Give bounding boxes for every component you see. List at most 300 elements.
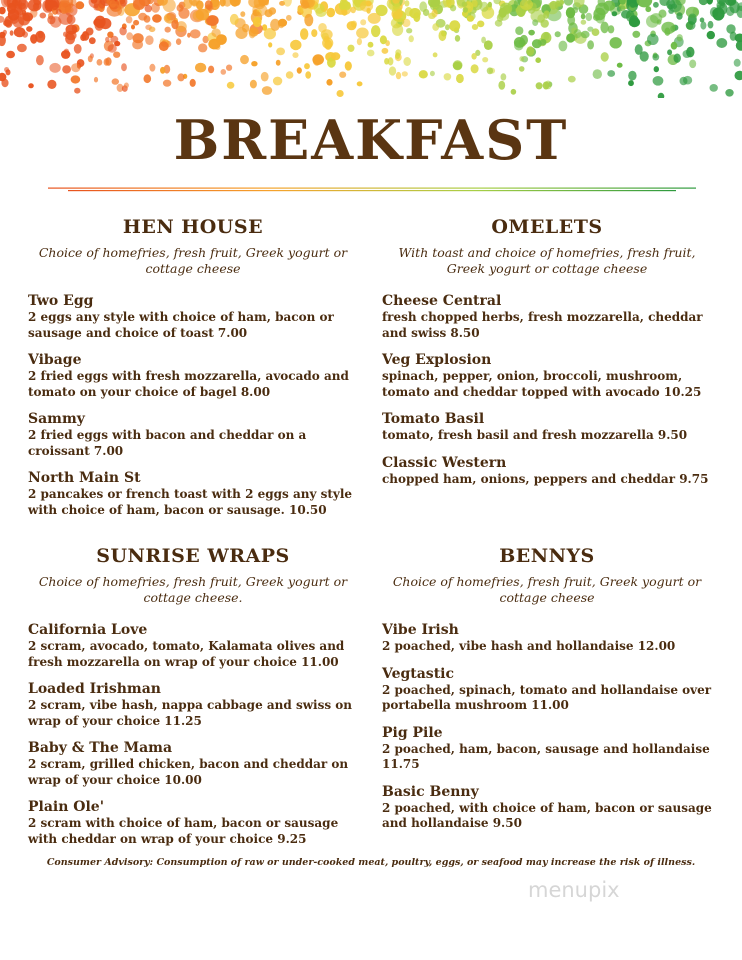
- confetti-dot: [607, 70, 615, 77]
- confetti-dot: [683, 50, 692, 58]
- confetti-dot: [149, 64, 155, 72]
- confetti-dot: [196, 9, 209, 21]
- confetti-dot: [6, 51, 15, 59]
- confetti-dot: [658, 93, 665, 98]
- item-name: Sammy: [28, 411, 85, 427]
- confetti-dot: [710, 7, 719, 17]
- confetti-dot: [300, 28, 308, 40]
- confetti-dot: [62, 65, 71, 73]
- confetti-dot: [1, 79, 8, 87]
- confetti-dot: [198, 43, 207, 52]
- confetti-dot: [36, 55, 44, 65]
- item-desc: 2 scram with choice of ham, bacon or sausage with cheddar on wrap of your choice 9.25: [28, 816, 339, 846]
- confetti-dot: [456, 74, 464, 83]
- section-note: With toast and choice of homefries, fresh fruit, Greek yogurt or cottage cheese: [398, 245, 696, 276]
- confetti-dot: [144, 15, 151, 23]
- confetti-dot: [191, 0, 197, 7]
- confetti-dot: [165, 27, 171, 33]
- confetti-dot: [176, 38, 181, 45]
- confetti-dot: [119, 27, 126, 36]
- item-name: Vegtastic: [382, 665, 455, 682]
- confetti-dot: [88, 55, 93, 62]
- menu-item: [28, 293, 358, 341]
- confetti-dot: [276, 60, 281, 66]
- confetti-dot: [413, 12, 420, 22]
- confetti-dot: [581, 20, 587, 25]
- confetti-dot: [109, 0, 116, 8]
- confetti-dot: [566, 33, 575, 42]
- section-omelets: [382, 216, 712, 498]
- confetti-dot: [445, 24, 450, 30]
- confetti-dot: [677, 34, 683, 41]
- confetti-dot: [700, 18, 705, 23]
- confetti-dot: [132, 40, 143, 50]
- item-desc: fresh chopped herbs, fresh mozzarella, cheddar and swiss 8.50: [382, 310, 703, 340]
- confetti-dot: [71, 75, 81, 83]
- item-desc: 2 poached, vibe hash and hollandaise 12.00: [382, 639, 676, 653]
- confetti-dot: [278, 19, 287, 27]
- confetti-dot: [360, 19, 366, 25]
- item-desc: tomato, fresh basil and fresh mozzarella 9.50: [382, 428, 688, 442]
- confetti-dot: [481, 37, 486, 44]
- confetti-dot: [326, 79, 332, 86]
- confetti-dot: [208, 66, 214, 74]
- confetti-dot: [405, 7, 413, 16]
- confetti-dot: [637, 0, 653, 7]
- confetti-dot: [564, 0, 573, 6]
- confetti-dot: [646, 15, 659, 28]
- menu-item: [28, 411, 358, 459]
- confetti-dot: [368, 13, 381, 24]
- confetti-dot: [444, 73, 452, 80]
- confetti-dot: [603, 1, 615, 11]
- confetti-dot: [396, 72, 401, 79]
- confetti-dot: [30, 34, 37, 44]
- confetti-dot: [707, 31, 715, 39]
- confetti-dot: [292, 52, 298, 58]
- section-bennys: [382, 545, 712, 843]
- divider-rule: [48, 186, 696, 192]
- confetti-dot: [688, 14, 697, 25]
- confetti-dot: [3, 19, 11, 26]
- item-desc: 2 scram, avocado, tomato, Kalamata olives and fresh mozzarella on wrap of your choice 11.00: [28, 639, 345, 669]
- confetti-dot: [230, 14, 239, 25]
- item-desc: 2 eggs any style with choice of ham, bacon or sausage and choice of toast 7.00: [28, 310, 334, 340]
- item-name: Pig Pile: [382, 724, 443, 741]
- confetti-dot: [108, 44, 117, 52]
- confetti-dot: [159, 41, 169, 51]
- item-name: Classic Western: [382, 454, 507, 471]
- confetti-dot: [283, 0, 292, 7]
- item-desc: 2 fried eggs with fresh mozzarella, avocado and tomato on your choice of bagel 8.00: [28, 369, 349, 399]
- confetti-dot: [600, 22, 608, 34]
- confetti-dot: [433, 52, 438, 57]
- confetti-dot: [350, 7, 356, 14]
- confetti-dot: [404, 0, 409, 6]
- item-name: North Main St: [28, 470, 141, 486]
- confetti-dot: [286, 15, 292, 21]
- confetti-dot: [33, 3, 39, 11]
- confetti-dot: [177, 4, 184, 11]
- confetti-dot: [149, 27, 156, 33]
- confetti-dot: [619, 5, 625, 11]
- confetti-dot: [455, 35, 460, 42]
- confetti-dot: [190, 79, 196, 87]
- confetti-dot: [519, 66, 525, 72]
- confetti-dot: [653, 76, 664, 86]
- confetti-dot: [297, 67, 302, 73]
- confetti-dot: [348, 45, 355, 52]
- confetti-dot: [498, 81, 505, 90]
- confetti-dot: [126, 16, 133, 23]
- confetti-dot: [568, 11, 573, 18]
- confetti-dot: [403, 57, 411, 66]
- section-title: SUNRISE WRAPS: [96, 545, 290, 567]
- confetti-dot: [735, 71, 742, 80]
- confetti-dot: [463, 7, 468, 13]
- confetti-dot: [227, 82, 235, 89]
- confetti-dot: [683, 76, 692, 85]
- confetti-dot: [342, 10, 348, 16]
- confetti-dot: [540, 39, 547, 45]
- confetti-dot: [725, 89, 733, 97]
- confetti-dot: [667, 49, 672, 55]
- confetti-dot: [345, 61, 352, 70]
- menu-item: [28, 352, 358, 400]
- confetti-dot: [10, 30, 14, 36]
- item-desc: 2 scram, vibe hash, nappa cabbage and swiss on wrap of your choice 11.25: [28, 698, 353, 728]
- confetti-dot: [240, 11, 245, 17]
- menu-item: [382, 352, 712, 400]
- confetti-dot: [366, 8, 370, 14]
- confetti-dot: [61, 50, 70, 59]
- confetti-dot: [487, 67, 493, 74]
- confetti-dot: [262, 86, 272, 95]
- rule-line: [68, 190, 676, 191]
- confetti-dot: [339, 1, 351, 11]
- confetti-dot: [419, 1, 427, 12]
- section-note: Choice of homefries, fresh fruit, Greek yogurt or cottage cheese: [38, 245, 348, 276]
- confetti-dot: [80, 34, 86, 41]
- confetti-dot: [389, 66, 396, 75]
- confetti-dot: [273, 77, 282, 86]
- confetti-dot: [716, 38, 727, 48]
- item-name: Baby & The Mama: [28, 740, 173, 756]
- confetti-dot: [286, 71, 294, 79]
- confetti-dot: [177, 73, 184, 81]
- menu-item: [28, 799, 358, 847]
- confetti-dot: [337, 90, 344, 97]
- confetti-dot: [726, 6, 734, 16]
- confetti-dot: [482, 57, 488, 62]
- confetti-dot: [356, 28, 369, 39]
- menu-item: [382, 411, 712, 444]
- section-hen-house: [28, 216, 358, 529]
- item-name: Vibage: [28, 352, 82, 368]
- confetti-dot: [626, 11, 635, 22]
- consumer-advisory: Consumer Advisory: Consumption of raw or under-cooked meat, poultry, eggs, or seafood may increase the risk of illness.: [46, 857, 696, 868]
- confetti-dot: [165, 15, 171, 22]
- confetti-dot: [318, 23, 327, 33]
- confetti-dot: [659, 10, 667, 18]
- confetti-dot: [160, 67, 165, 74]
- confetti-dot: [676, 12, 682, 19]
- confetti-dot: [183, 0, 192, 9]
- confetti-dot-banner: [0, 0, 742, 98]
- confetti-dot: [74, 44, 82, 54]
- confetti-dot: [250, 80, 257, 89]
- confetti-dot: [313, 56, 321, 65]
- confetti-dot: [290, 40, 301, 50]
- confetti-dot: [501, 73, 507, 80]
- confetti-dot: [450, 5, 456, 12]
- confetti-dot: [628, 80, 634, 86]
- confetti-dot: [211, 28, 220, 37]
- confetti-dot: [251, 61, 257, 66]
- confetti-dot: [276, 48, 285, 56]
- confetti-dot: [145, 35, 153, 45]
- confetti-dot: [515, 26, 523, 35]
- confetti-dot: [635, 44, 643, 55]
- confetti-dot: [18, 13, 30, 26]
- item-desc: spinach, pepper, onion, broccoli, mushroom, tomato and cheddar topped with avocado 10.25: [382, 369, 702, 399]
- confetti-dot: [462, 1, 468, 6]
- confetti-dot: [382, 48, 389, 54]
- confetti-dot: [674, 54, 681, 63]
- confetti-dot: [586, 13, 593, 21]
- confetti-dot: [47, 80, 56, 89]
- confetti-dot: [75, 1, 84, 9]
- confetti-dot: [395, 52, 400, 59]
- confetti-dot: [97, 59, 103, 66]
- confetti-dot: [268, 42, 272, 47]
- item-name: Cheese Central: [382, 293, 502, 309]
- confetti-dot: [47, 16, 55, 25]
- confetti-dot: [726, 24, 735, 34]
- section-title: BENNYS: [499, 545, 595, 567]
- confetti-dot: [371, 25, 380, 37]
- confetti-dot: [734, 59, 741, 67]
- confetti-dot: [195, 63, 206, 73]
- confetti-dot: [17, 44, 27, 52]
- confetti-dot: [351, 21, 357, 28]
- confetti-dot: [105, 57, 111, 66]
- confetti-dot: [380, 35, 387, 44]
- confetti-dot: [593, 69, 602, 79]
- confetti-dot: [736, 40, 742, 50]
- confetti-dot: [535, 57, 541, 63]
- confetti-dot: [439, 30, 447, 41]
- confetti-dot: [74, 88, 80, 94]
- confetti-dot: [113, 52, 120, 58]
- confetti-dot: [555, 31, 561, 37]
- confetti-dot: [304, 14, 313, 26]
- confetti-dot: [327, 8, 336, 17]
- confetti-dot: [124, 83, 129, 89]
- menu-item: [28, 681, 358, 729]
- item-desc: 2 poached, with choice of ham, bacon or sausage and hollandaise 9.50: [382, 800, 712, 830]
- item-desc: 2 poached, spinach, tomato and hollandaise over portabella mushroom 11.00: [382, 682, 712, 712]
- confetti-dot: [526, 46, 534, 56]
- confetti-dot: [593, 8, 605, 21]
- confetti-dot: [511, 89, 517, 95]
- confetti-dot: [699, 0, 708, 5]
- confetti-dot: [428, 13, 436, 19]
- confetti-dot: [240, 55, 249, 64]
- confetti-dot: [617, 63, 623, 68]
- confetti-dot: [14, 4, 22, 14]
- confetti-dot: [314, 4, 325, 14]
- confetti-dot: [689, 60, 696, 69]
- item-name: Loaded Irishman: [28, 681, 161, 697]
- confetti-dot: [65, 31, 76, 41]
- confetti-dot: [406, 28, 412, 33]
- confetti-dot: [499, 8, 507, 18]
- confetti-dot: [38, 31, 44, 38]
- confetti-dot: [568, 76, 576, 83]
- confetti-dot: [543, 82, 550, 90]
- confetti-dot: [205, 0, 213, 10]
- section-sunrise-wraps: [28, 545, 358, 858]
- page-title: BREAKFAST: [173, 108, 569, 172]
- section-title: HEN HOUSE: [122, 216, 264, 238]
- confetti-dot: [265, 9, 273, 17]
- confetti-dot: [402, 71, 408, 76]
- item-name: Plain Ole': [28, 799, 104, 815]
- confetti-dot: [671, 42, 678, 50]
- confetti-dot: [3, 30, 7, 35]
- rule-line: [48, 188, 696, 189]
- confetti-dot: [40, 13, 47, 19]
- confetti-dot: [532, 19, 538, 26]
- confetti-dot: [449, 20, 460, 31]
- confetti-dot: [71, 63, 80, 72]
- confetti-dot: [357, 38, 362, 45]
- section-note: Choice of homefries, fresh fruit, Greek yogurt or cottage cheese: [392, 574, 702, 605]
- confetti-dot: [581, 31, 590, 39]
- confetti-dot: [592, 28, 600, 36]
- item-name: California Love: [28, 622, 148, 638]
- confetti-dot: [716, 1, 725, 9]
- item-desc: 2 pancakes or french toast with 2 eggs any style with choice of ham, bacon or sausage. 10.50: [28, 487, 353, 517]
- confetti-dot: [700, 21, 706, 29]
- confetti-dot: [304, 63, 310, 69]
- confetti-dot: [357, 81, 363, 86]
- confetti-dot: [249, 27, 259, 36]
- confetti-dot: [528, 30, 535, 36]
- confetti-dot: [261, 72, 269, 82]
- confetti-dot: [145, 5, 153, 12]
- confetti-dot: [305, 71, 311, 78]
- confetti-dot: [653, 2, 659, 8]
- section-note: Choice of homefries, fresh fruit, Greek yogurt or cottage cheese.: [38, 574, 348, 605]
- watermark-logo: menupix: [528, 878, 620, 902]
- confetti-dot: [171, 20, 178, 30]
- confetti-dot: [654, 66, 659, 72]
- confetti-dot: [56, 9, 62, 15]
- confetti-dot: [430, 71, 435, 76]
- menu-item: [28, 470, 358, 518]
- item-name: Vibe Irish: [382, 622, 459, 638]
- menu-item: [382, 293, 712, 341]
- confetti-dot: [559, 41, 568, 52]
- confetti-dot: [221, 69, 227, 75]
- menu-item: [382, 784, 712, 832]
- confetti-dot: [471, 64, 479, 73]
- confetti-dot: [14, 27, 26, 37]
- confetti-dot: [708, 21, 714, 29]
- confetti-dot: [94, 77, 98, 83]
- confetti-dot: [69, 2, 73, 8]
- confetti-dot: [331, 52, 340, 60]
- confetti-dot: [26, 26, 32, 32]
- confetti-dot: [301, 1, 309, 9]
- confetti-dot: [467, 15, 474, 22]
- item-desc: 2 poached, ham, bacon, sausage and hollandaise 11.75: [382, 741, 710, 771]
- confetti-dot: [235, 27, 247, 39]
- item-desc: 2 scram, grilled chicken, bacon and cheddar on wrap of your choice 10.00: [28, 757, 349, 787]
- confetti-dot: [587, 40, 594, 49]
- confetti-dot: [628, 71, 636, 81]
- confetti-dot: [543, 11, 549, 19]
- confetti-dot: [541, 19, 549, 28]
- confetti-dot: [215, 44, 221, 50]
- confetti-dot: [367, 50, 375, 57]
- menu-item: [28, 622, 358, 670]
- confetti-dot: [4, 67, 9, 72]
- confetti-dot: [49, 63, 60, 73]
- confetti-dot: [471, 53, 476, 60]
- confetti-dot: [133, 20, 139, 26]
- confetti-dot: [432, 23, 439, 31]
- item-desc: 2 fried eggs with bacon and cheddar on a croissant 7.00: [28, 428, 307, 458]
- confetti-dot: [612, 11, 618, 16]
- confetti-dot: [402, 19, 410, 27]
- confetti-dot: [144, 74, 152, 83]
- confetti-dot: [647, 34, 659, 45]
- item-name: Basic Benny: [382, 783, 479, 800]
- confetti-dot: [652, 54, 659, 61]
- confetti-dot: [394, 3, 400, 8]
- confetti-dot: [126, 32, 133, 40]
- menu-item: [382, 725, 712, 773]
- menu-item: [28, 740, 358, 788]
- confetti-dot: [366, 1, 372, 7]
- confetti-dot: [95, 19, 104, 30]
- confetti-dot: [661, 22, 675, 34]
- menu-item: [382, 455, 712, 488]
- confetti-dot: [610, 37, 622, 48]
- confetti-dot: [477, 21, 484, 28]
- confetti-dot: [190, 29, 201, 38]
- confetti-dot: [152, 14, 162, 22]
- confetti-dot: [131, 25, 135, 30]
- item-name: Veg Explosion: [382, 352, 492, 368]
- confetti-dot: [112, 78, 119, 84]
- confetti-dot: [311, 29, 317, 37]
- confetti-dot: [392, 24, 403, 36]
- item-name: Tomato Basil: [382, 411, 485, 427]
- confetti-dot: [121, 63, 127, 71]
- confetti-dot: [519, 56, 524, 61]
- confetti-dot: [28, 83, 34, 88]
- confetti-dot: [0, 7, 6, 15]
- confetti-dot: [419, 70, 428, 78]
- confetti-dot: [163, 80, 171, 87]
- confetti-dot: [601, 52, 609, 62]
- confetti-dot: [105, 37, 109, 43]
- confetti-dot: [581, 14, 586, 20]
